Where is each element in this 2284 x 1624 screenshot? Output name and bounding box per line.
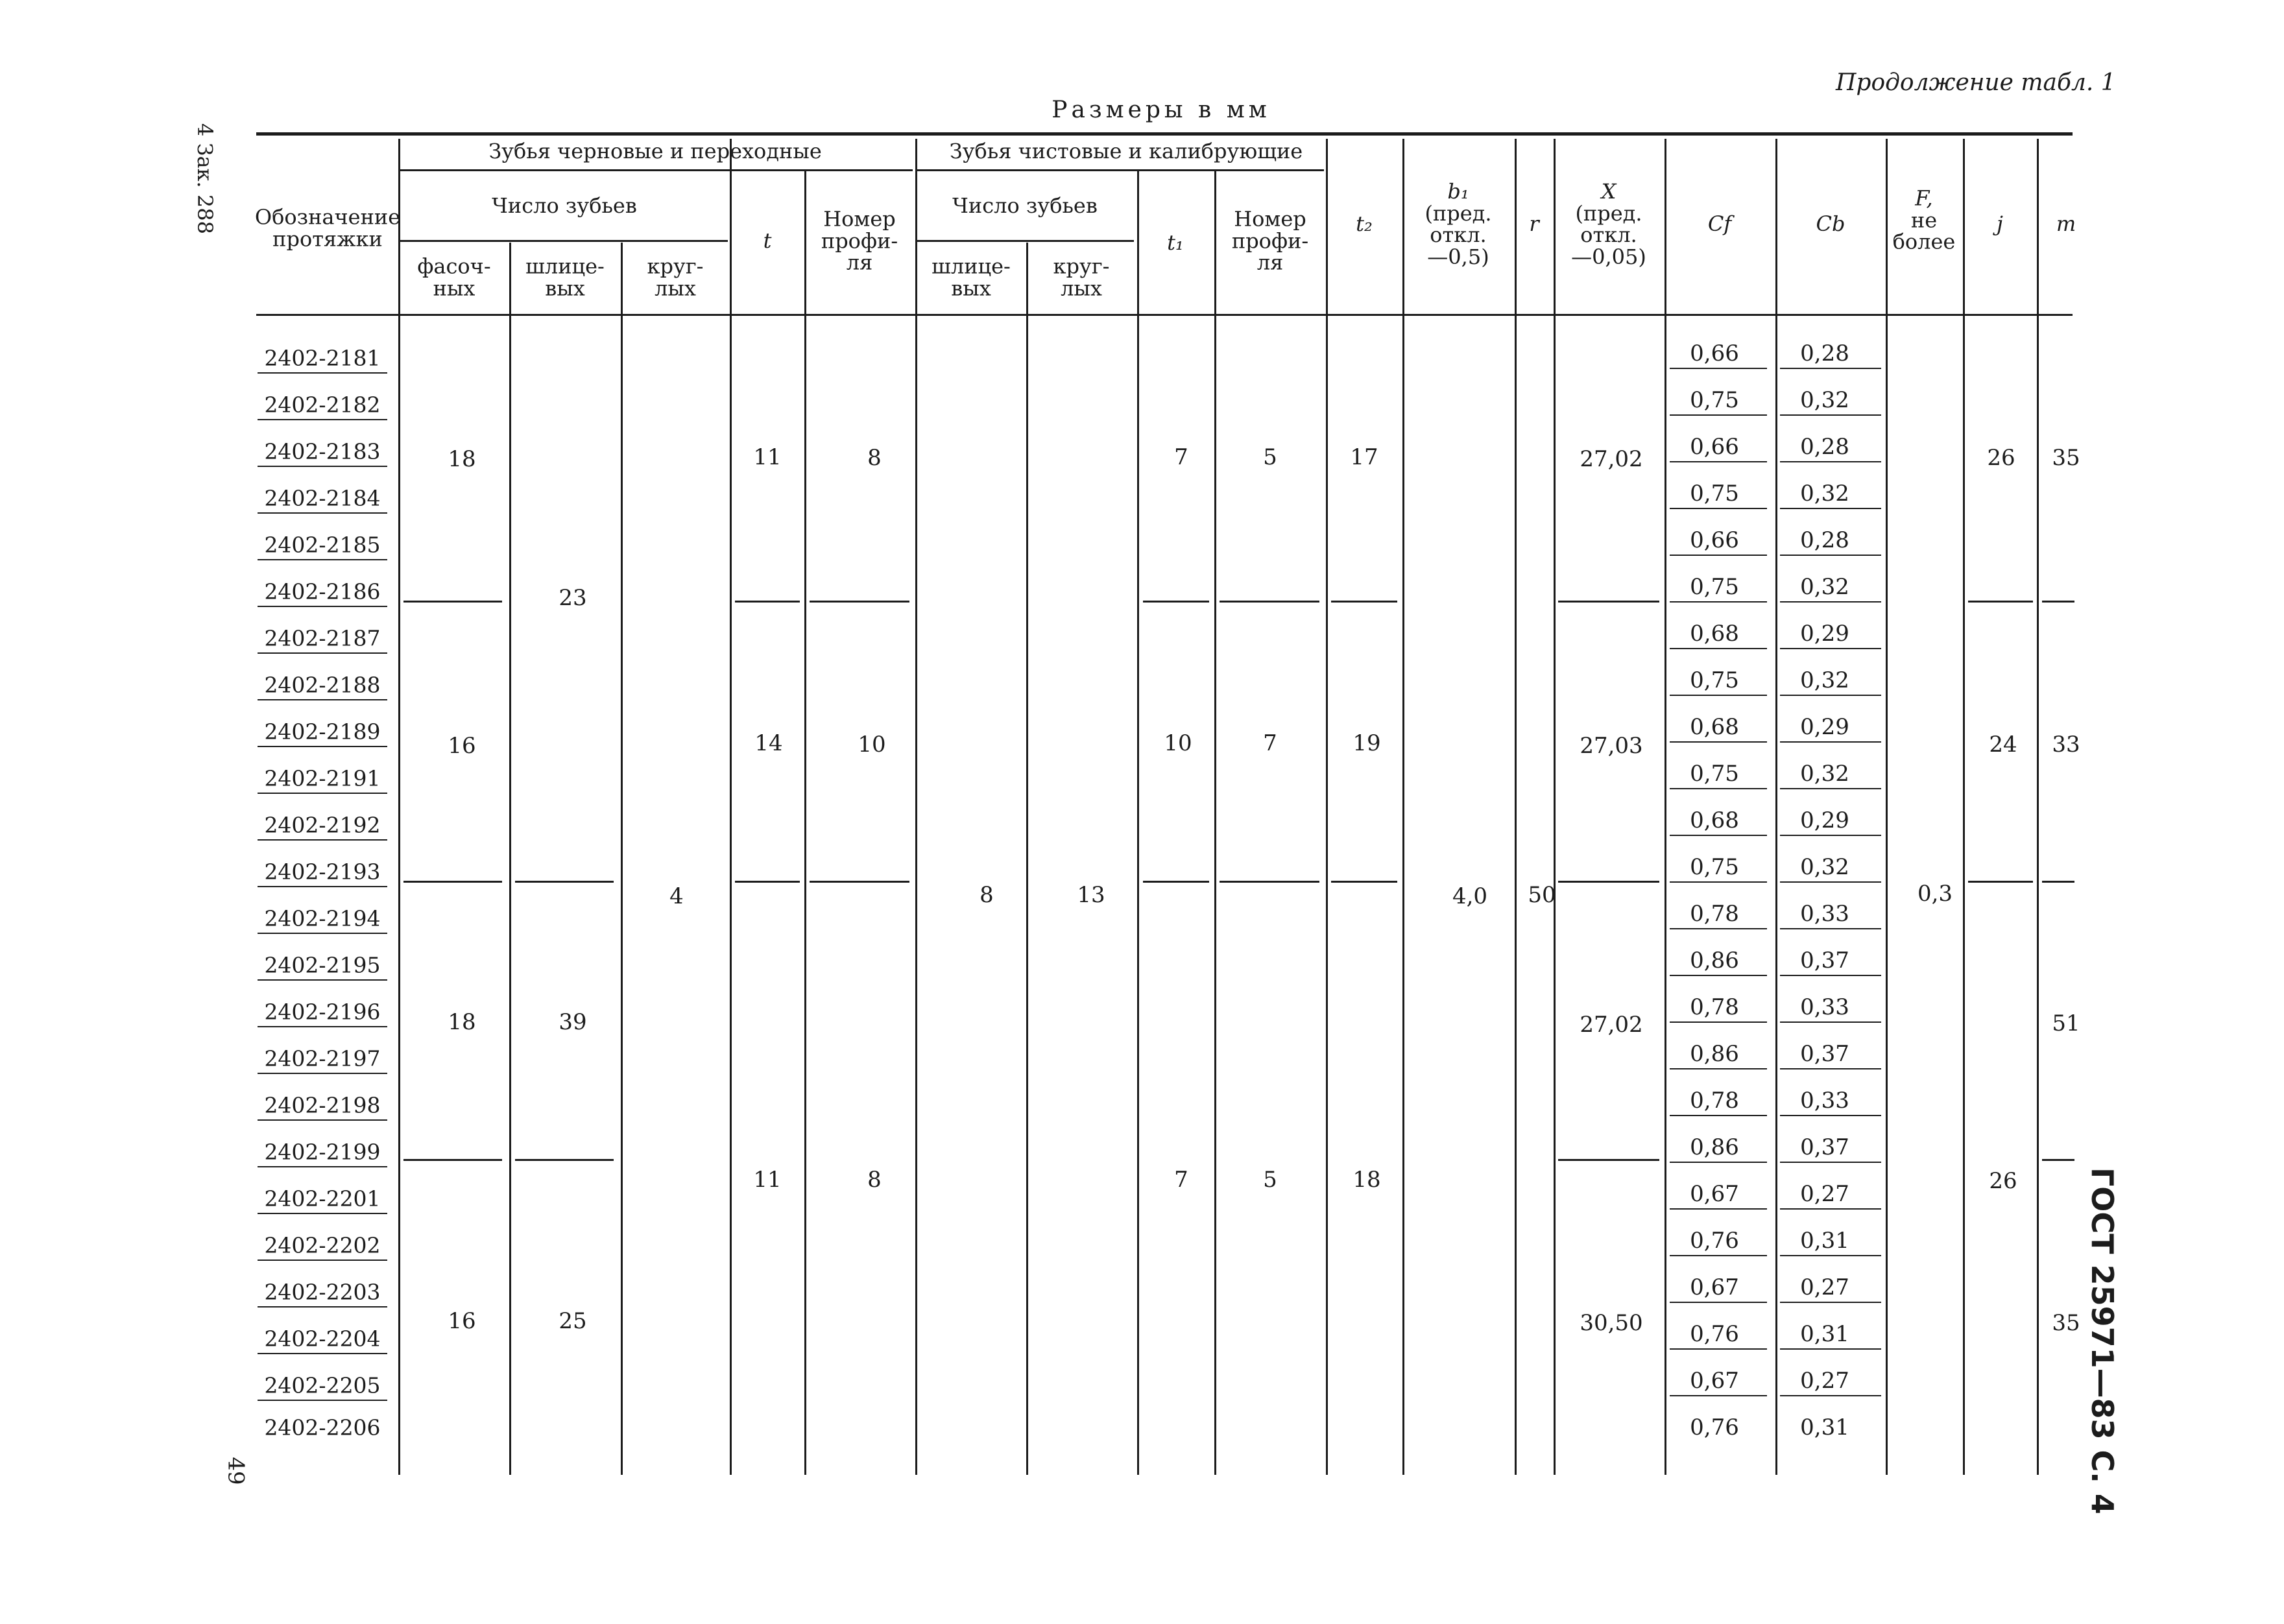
row-cf: 0,86 <box>1690 948 1739 973</box>
col-profile: Номер профи- ля <box>821 206 898 275</box>
header-rule <box>917 169 1324 171</box>
group-rule <box>1558 881 1659 883</box>
row-cf: 0,76 <box>1690 1228 1739 1254</box>
row-underline <box>1670 601 1767 603</box>
row-cf: 0,75 <box>1690 854 1739 880</box>
col-f: F, не более <box>1892 185 1956 254</box>
row-cb: 0,32 <box>1800 574 1849 600</box>
row-cf: 0,75 <box>1690 481 1739 507</box>
row-cf: 0,66 <box>1690 340 1739 366</box>
cell-f: 0,3 <box>1917 881 1953 907</box>
row-code: 2402-2197 <box>264 1045 381 1071</box>
row-underline <box>1780 368 1881 369</box>
col-t: t <box>763 228 772 254</box>
group-rule <box>403 881 502 883</box>
cell-r: 50 <box>1528 882 1556 908</box>
col-rule <box>1886 139 1888 1475</box>
order-note: 4 Зак. 288 <box>193 123 217 234</box>
group-rule <box>515 881 614 883</box>
row-underline <box>1780 788 1881 789</box>
col-rule <box>2037 139 2039 1475</box>
row-code: 2402-2192 <box>264 812 381 838</box>
row-underline <box>1670 1302 1767 1303</box>
row-underline <box>1780 461 1881 462</box>
row-underline <box>1780 928 1881 929</box>
row-underline <box>258 933 387 934</box>
row-cb: 0,33 <box>1800 1088 1849 1114</box>
col-rule <box>1402 139 1404 1475</box>
row-cf: 0,67 <box>1690 1181 1739 1207</box>
group-rule <box>2042 1159 2074 1161</box>
row-underline <box>1670 835 1767 836</box>
row-underline <box>258 372 387 374</box>
row-cb: 0,31 <box>1800 1228 1849 1254</box>
col-m: m <box>2056 211 2076 237</box>
cell-profile: 10 <box>858 732 886 758</box>
cell-profile: 8 <box>867 445 882 471</box>
col-fin-round: круг- лых <box>1053 254 1110 300</box>
cell-fin-spline: 8 <box>980 882 994 908</box>
row-underline <box>1780 1115 1881 1116</box>
cell-t: 14 <box>754 730 783 756</box>
row-underline <box>1780 741 1881 743</box>
row-underline <box>258 1026 387 1027</box>
row-code: 2402-2188 <box>264 672 381 698</box>
row-cf: 0,75 <box>1690 761 1739 787</box>
col-rule <box>804 171 806 1475</box>
row-code: 2402-2187 <box>264 625 381 651</box>
row-underline <box>1670 1021 1767 1023</box>
group-rule <box>1558 601 1659 603</box>
row-underline <box>258 979 387 981</box>
row-code: 2402-2181 <box>264 345 381 371</box>
cell-fin-round: 13 <box>1077 882 1105 908</box>
cell-t: 11 <box>753 444 782 470</box>
row-underline <box>258 793 387 794</box>
row-underline <box>258 466 387 467</box>
cell-x: 30,50 <box>1580 1310 1643 1336</box>
row-underline <box>258 1353 387 1354</box>
row-underline <box>258 652 387 654</box>
cell-fin-profile: 5 <box>1263 444 1277 470</box>
col-x: X (пред. откл. —0,05) <box>1571 178 1646 269</box>
cell-t1: 7 <box>1174 444 1188 470</box>
cell-t1: 7 <box>1174 1167 1188 1193</box>
cell-x: 27,03 <box>1580 733 1643 759</box>
row-cb: 0,29 <box>1800 621 1849 647</box>
row-cb: 0,33 <box>1800 901 1849 927</box>
col-rule <box>1026 243 1028 1475</box>
row-underline <box>1670 695 1767 696</box>
row-underline <box>1670 928 1767 929</box>
col-t2: t₂ <box>1356 211 1373 237</box>
cell-t2: 18 <box>1352 1167 1381 1193</box>
row-underline <box>1780 835 1881 836</box>
group-rule <box>403 1159 502 1161</box>
row-underline <box>1670 1162 1767 1163</box>
row-cb: 0,28 <box>1800 340 1849 366</box>
row-underline <box>1670 461 1767 462</box>
row-cb: 0,32 <box>1800 667 1849 693</box>
col-rule <box>1137 171 1139 1475</box>
row-underline <box>1670 555 1767 556</box>
standard-label: ГОСТ 25971—83 С. 4 <box>2085 1167 2120 1514</box>
row-cf: 0,66 <box>1690 527 1739 553</box>
finish-teeth-group: Зубья чистовые и калибрующие <box>949 139 1303 164</box>
col-rule <box>398 139 400 1475</box>
row-code: 2402-2189 <box>264 719 381 745</box>
row-cf: 0,78 <box>1690 901 1739 927</box>
group-rule <box>1558 1159 1659 1161</box>
row-cf: 0,67 <box>1690 1274 1739 1300</box>
group-rule <box>735 601 800 603</box>
header-rule <box>400 240 728 242</box>
continuation-label: Продолжение табл. 1 <box>1836 69 2116 96</box>
cell-spline: 39 <box>559 1009 587 1035</box>
row-underline <box>1780 414 1881 416</box>
col-rule <box>1775 139 1777 1475</box>
row-underline <box>258 1400 387 1401</box>
col-rule <box>1554 139 1556 1475</box>
finish-teeth-count: Число зубьев <box>952 193 1098 219</box>
page-number: 49 <box>222 1457 249 1485</box>
col-spline: шлице- вых <box>525 254 605 300</box>
cell-x: 27,02 <box>1580 1012 1643 1038</box>
row-underline <box>1780 975 1881 976</box>
row-underline <box>258 559 387 560</box>
row-cb: 0,37 <box>1800 1041 1849 1067</box>
cell-t1: 10 <box>1164 730 1192 756</box>
row-underline <box>1780 508 1881 509</box>
row-underline <box>258 1119 387 1121</box>
row-underline <box>1670 788 1767 789</box>
cell-fin-profile: 7 <box>1263 730 1277 756</box>
row-code: 2402-2195 <box>264 952 381 978</box>
row-underline <box>1670 1255 1767 1256</box>
row-underline <box>1780 1395 1881 1396</box>
row-code: 2402-2206 <box>264 1415 381 1440</box>
group-rule <box>735 881 800 883</box>
group-rule <box>1968 881 2033 883</box>
row-cf: 0,68 <box>1690 714 1739 740</box>
header-rule <box>400 169 913 171</box>
row-cf: 0,76 <box>1690 1321 1739 1347</box>
row-cf: 0,78 <box>1690 994 1739 1020</box>
col-fin-spline: шлице- вых <box>932 254 1011 300</box>
group-rule <box>1220 601 1319 603</box>
row-cb: 0,28 <box>1800 527 1849 553</box>
col-rule <box>1963 139 1965 1475</box>
row-cb: 0,31 <box>1800 1321 1849 1347</box>
row-cf: 0,86 <box>1690 1041 1739 1067</box>
rough-teeth-count: Число зубьев <box>492 193 637 219</box>
cell-profile: 8 <box>867 1167 882 1193</box>
row-underline <box>258 1213 387 1214</box>
group-rule <box>1220 881 1319 883</box>
col-rule <box>1326 139 1328 1475</box>
row-cb: 0,32 <box>1800 481 1849 507</box>
row-underline <box>1670 648 1767 649</box>
row-code: 2402-2196 <box>264 999 381 1025</box>
row-cb: 0,37 <box>1800 948 1849 973</box>
row-cb: 0,33 <box>1800 994 1849 1020</box>
group-rule <box>810 881 909 883</box>
row-underline <box>1670 368 1767 369</box>
col-rule <box>915 139 917 1475</box>
cell-chamfer: 16 <box>448 733 476 759</box>
col-t1: t₁ <box>1167 230 1184 256</box>
row-underline <box>1780 1162 1881 1163</box>
row-underline <box>1670 1068 1767 1069</box>
cell-round: 4 <box>669 883 684 909</box>
header-rule <box>917 240 1134 242</box>
row-code: 2402-2199 <box>264 1139 381 1165</box>
col-rule <box>509 243 511 1475</box>
row-underline <box>258 1260 387 1261</box>
row-code: 2402-2182 <box>264 392 381 418</box>
row-underline <box>1780 601 1881 603</box>
group-rule <box>2042 881 2074 883</box>
group-rule <box>1331 881 1397 883</box>
row-underline <box>1780 881 1881 883</box>
row-underline <box>258 746 387 747</box>
group-rule <box>810 601 909 603</box>
cell-spline: 25 <box>559 1308 587 1334</box>
cell-j: 26 <box>1989 1168 2017 1194</box>
col-cf: Cf <box>1707 211 1732 237</box>
row-underline <box>258 1073 387 1074</box>
cell-chamfer: 18 <box>448 446 476 472</box>
row-underline <box>1780 555 1881 556</box>
row-underline <box>1670 881 1767 883</box>
row-underline <box>1780 1255 1881 1256</box>
table-top-rule <box>256 132 2073 136</box>
row-cf: 0,75 <box>1690 387 1739 413</box>
col-rule <box>621 243 623 1475</box>
row-underline <box>1670 741 1767 743</box>
group-rule <box>1143 881 1209 883</box>
row-underline <box>1670 1115 1767 1116</box>
cell-t2: 19 <box>1352 730 1381 756</box>
cell-x: 27,02 <box>1580 446 1643 472</box>
group-rule <box>1331 601 1397 603</box>
row-cf: 0,68 <box>1690 621 1739 647</box>
col-rule <box>1214 171 1216 1475</box>
group-rule <box>1143 601 1209 603</box>
group-rule <box>1968 601 2033 603</box>
col-rule <box>730 139 732 1475</box>
cell-fin-profile: 5 <box>1263 1167 1277 1193</box>
row-underline <box>258 1166 387 1167</box>
cell-m: 35 <box>2052 1310 2080 1336</box>
row-cb: 0,28 <box>1800 434 1849 460</box>
cell-b1: 4,0 <box>1452 883 1488 909</box>
cell-spline: 23 <box>559 585 587 611</box>
col-cb: Cb <box>1816 211 1845 237</box>
cell-j: 24 <box>1989 732 2017 758</box>
row-cb: 0,37 <box>1800 1134 1849 1160</box>
col-j: j <box>1997 211 2003 237</box>
row-cb: 0,27 <box>1800 1274 1849 1300</box>
row-underline <box>258 886 387 887</box>
row-underline <box>258 419 387 420</box>
row-cf: 0,86 <box>1690 1134 1739 1160</box>
row-underline <box>1780 648 1881 649</box>
row-cb: 0,32 <box>1800 761 1849 787</box>
cell-j: 26 <box>1987 445 2015 471</box>
rough-teeth-group: Зубья черновые и переходные <box>488 139 822 164</box>
row-code: 2402-2194 <box>264 905 381 931</box>
group-rule <box>2042 601 2074 603</box>
col-rule <box>1665 139 1666 1475</box>
row-code: 2402-2186 <box>264 579 381 604</box>
cell-chamfer: 18 <box>448 1009 476 1035</box>
row-underline <box>1670 1348 1767 1350</box>
row-underline <box>258 839 387 841</box>
row-cb: 0,32 <box>1800 387 1849 413</box>
cell-m: 33 <box>2052 732 2080 758</box>
cell-t2: 17 <box>1350 444 1378 470</box>
row-underline <box>1670 414 1767 416</box>
cell-m: 51 <box>2052 1010 2080 1036</box>
row-underline <box>1670 1208 1767 1210</box>
row-cf: 0,76 <box>1690 1415 1739 1440</box>
row-cf: 0,75 <box>1690 667 1739 693</box>
group-rule <box>403 601 502 603</box>
col-chamfer: фасоч- ных <box>417 254 491 300</box>
cell-m: 35 <box>2052 445 2080 471</box>
row-underline <box>258 1306 387 1308</box>
col-r: r <box>1529 211 1539 237</box>
row-code: 2402-2191 <box>264 765 381 791</box>
col-b1: b₁ (пред. откл. —0,5) <box>1424 178 1492 269</box>
col-rule <box>1515 139 1517 1475</box>
row-cf: 0,78 <box>1690 1088 1739 1114</box>
row-underline <box>258 699 387 700</box>
cell-t: 11 <box>753 1167 782 1193</box>
row-underline <box>1780 1208 1881 1210</box>
row-cb: 0,31 <box>1800 1415 1849 1440</box>
row-underline <box>1780 1348 1881 1350</box>
row-code: 2402-2205 <box>264 1372 381 1398</box>
row-underline <box>258 512 387 514</box>
row-code: 2402-2202 <box>264 1232 381 1258</box>
row-cb: 0,29 <box>1800 807 1849 833</box>
row-underline <box>1780 1021 1881 1023</box>
col-designation: Обозначение протяжки <box>254 204 401 251</box>
row-underline <box>1670 1395 1767 1396</box>
group-rule <box>515 1159 614 1161</box>
row-code: 2402-2185 <box>264 532 381 558</box>
row-underline <box>1780 1068 1881 1069</box>
row-cb: 0,27 <box>1800 1181 1849 1207</box>
row-cb: 0,29 <box>1800 714 1849 740</box>
row-code: 2402-2198 <box>264 1092 381 1118</box>
row-underline <box>258 606 387 607</box>
row-cb: 0,32 <box>1800 854 1849 880</box>
cell-chamfer: 16 <box>448 1308 476 1334</box>
col-fin-profile: Номер профи- ля <box>1231 206 1309 275</box>
row-cb: 0,27 <box>1800 1368 1849 1394</box>
row-underline <box>1670 975 1767 976</box>
row-code: 2402-2184 <box>264 485 381 511</box>
row-underline <box>1780 695 1881 696</box>
row-underline <box>1780 1302 1881 1303</box>
row-code: 2402-2193 <box>264 859 381 885</box>
row-cf: 0,68 <box>1690 807 1739 833</box>
row-code: 2402-2183 <box>264 438 381 464</box>
row-cf: 0,66 <box>1690 434 1739 460</box>
row-cf: 0,67 <box>1690 1368 1739 1394</box>
row-code: 2402-2201 <box>264 1186 381 1212</box>
row-cf: 0,75 <box>1690 574 1739 600</box>
col-round: круг- лых <box>647 254 704 300</box>
header-bottom-rule <box>256 314 2073 316</box>
row-underline <box>1670 508 1767 509</box>
row-code: 2402-2204 <box>264 1326 381 1352</box>
dimensions-label: Размеры в мм <box>1052 97 1271 123</box>
row-code: 2402-2203 <box>264 1279 381 1305</box>
